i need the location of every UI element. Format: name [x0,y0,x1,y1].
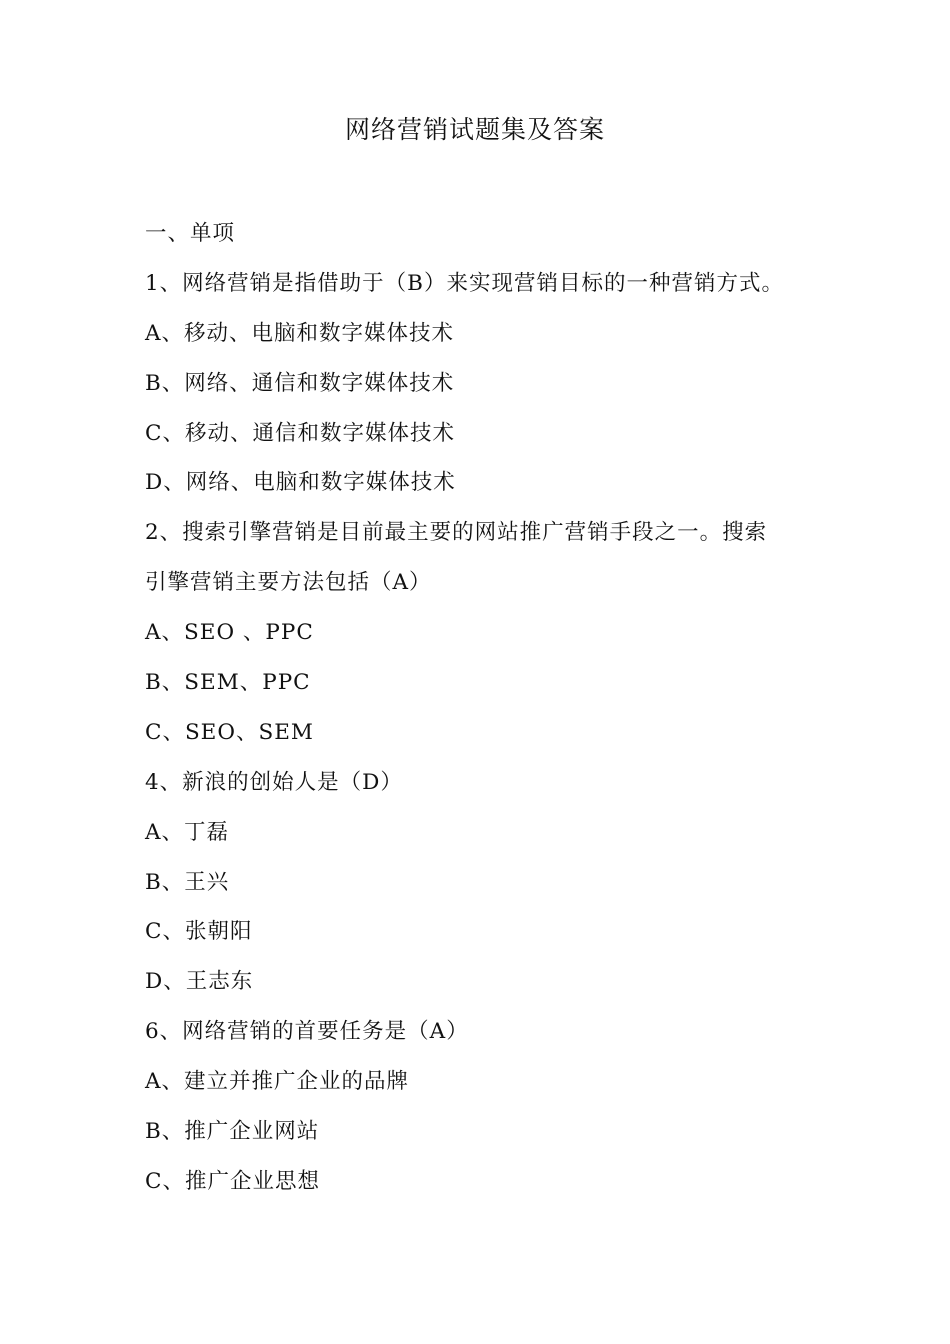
section-heading: 一、单项 [145,221,236,246]
question-6-option-b: B、推广企业网站 [145,1119,320,1145]
question-6-option-c: C、推广企业思想 [145,1168,320,1194]
document-title: 网络营销试题集及答案 [344,115,605,144]
question-1-option-c: C、移动、通信和数字媒体技术 [145,420,455,446]
document-body [145,214,835,1212]
question-1-option-d: D、网络、电脑和数字媒体技术 [145,470,456,496]
question-1-option-a: A、移动、电脑和数字媒体技术 [145,320,455,346]
question-4-option-b: B、王兴 [145,869,230,895]
question-2-line-2: 引擎营销主要方法包括（A） [145,570,432,596]
question-1: 1、网络营销是指借助于（B）来实现营销目标的一种营销方式。 [145,270,784,296]
question-1-option-b: B、网络、通信和数字媒体技术 [145,370,455,396]
question-4: 4、新浪的创始人是（D） [145,769,403,795]
question-4-option-c: C、张朝阳 [145,919,253,945]
question-2-line-1: 2、搜索引擎营销是目前最主要的网站推广营销手段之一。搜索 [145,520,768,546]
question-2-option-b: B、SEM、PPC [145,670,311,696]
question-6-option-a: A、建立并推广企业的品牌 [145,1069,410,1095]
question-4-option-a: A、丁磊 [145,819,230,845]
question-4-option-d: D、王志东 [145,969,254,995]
question-2-option-a: A、SEO 、PPC [145,620,314,646]
question-2-option-c: C、SEO、SEM [145,719,314,745]
question-6: 6、网络营销的首要任务是（A） [145,1019,469,1045]
